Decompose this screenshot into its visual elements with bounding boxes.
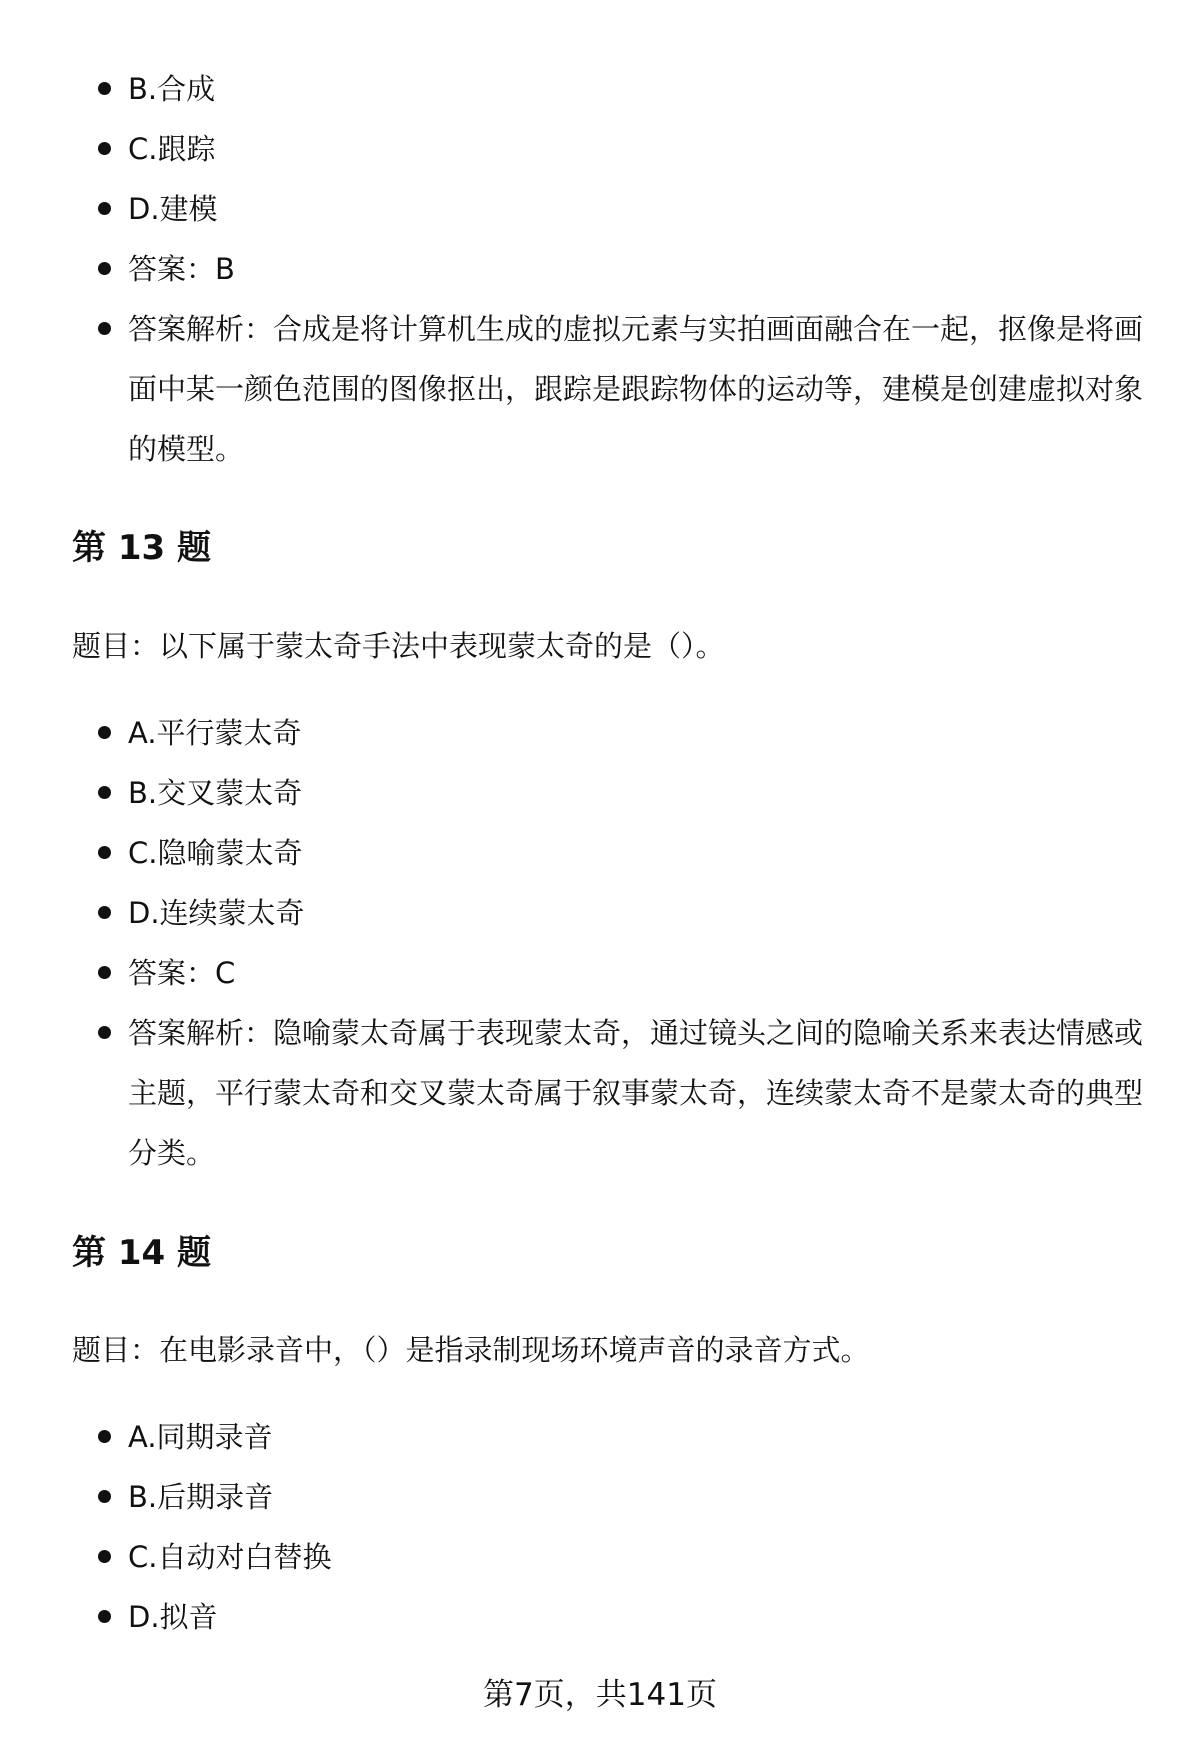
options-list — [0, 703, 1200, 1183]
option-c: C.跟踪 — [0, 119, 1200, 179]
answer-explanation: 答案解析：合成是将计算机生成的虚拟元素与实拍画面融合在一起，抠像是将画面中某一颜色范围的图像抠出，跟踪是跟踪物体的运动等，建模是创建虚拟对象的模型。 — [0, 299, 1200, 479]
option-a: A.同期录音 — [0, 1407, 1200, 1467]
question-13-text: 题目：以下属于蒙太奇手法中表现蒙太奇的是（）。 — [72, 629, 725, 663]
option-d: D.连续蒙太奇 — [0, 883, 1200, 943]
option-d: D.拟音 — [0, 1587, 1200, 1647]
options-list — [0, 1407, 1200, 1647]
option-b: B.交叉蒙太奇 — [0, 763, 1200, 823]
question-14-heading: 第 14 题 — [72, 1233, 211, 1273]
option-b: B.后期录音 — [0, 1467, 1200, 1527]
question-14-text: 题目：在电影录音中，（）是指录制现场环境声音的录音方式。 — [72, 1333, 870, 1367]
answer-explanation: 答案解析：隐喻蒙太奇属于表现蒙太奇，通过镜头之间的隐喻关系来表达情感或主题，平行蒙太奇和交叉蒙太奇属于叙事蒙太奇，连续蒙太奇不是蒙太奇的典型分类。 — [0, 1003, 1200, 1183]
answer: 答案：B — [0, 239, 1200, 299]
option-c: C.隐喻蒙太奇 — [0, 823, 1200, 883]
option-c: C.自动对白替换 — [0, 1527, 1200, 1587]
options-list — [0, 59, 1200, 479]
question-13-options — [0, 703, 1200, 1183]
page-number-footer: 第7页，共141页 — [483, 1677, 717, 1713]
option-d: D.建模 — [0, 179, 1200, 239]
option-b: B.合成 — [0, 59, 1200, 119]
answer: 答案：C — [0, 943, 1200, 1003]
option-a: A.平行蒙太奇 — [0, 703, 1200, 763]
question-13-heading: 第 13 题 — [72, 528, 211, 568]
question-12-tail — [0, 59, 1200, 479]
question-14-options — [0, 1407, 1200, 1647]
